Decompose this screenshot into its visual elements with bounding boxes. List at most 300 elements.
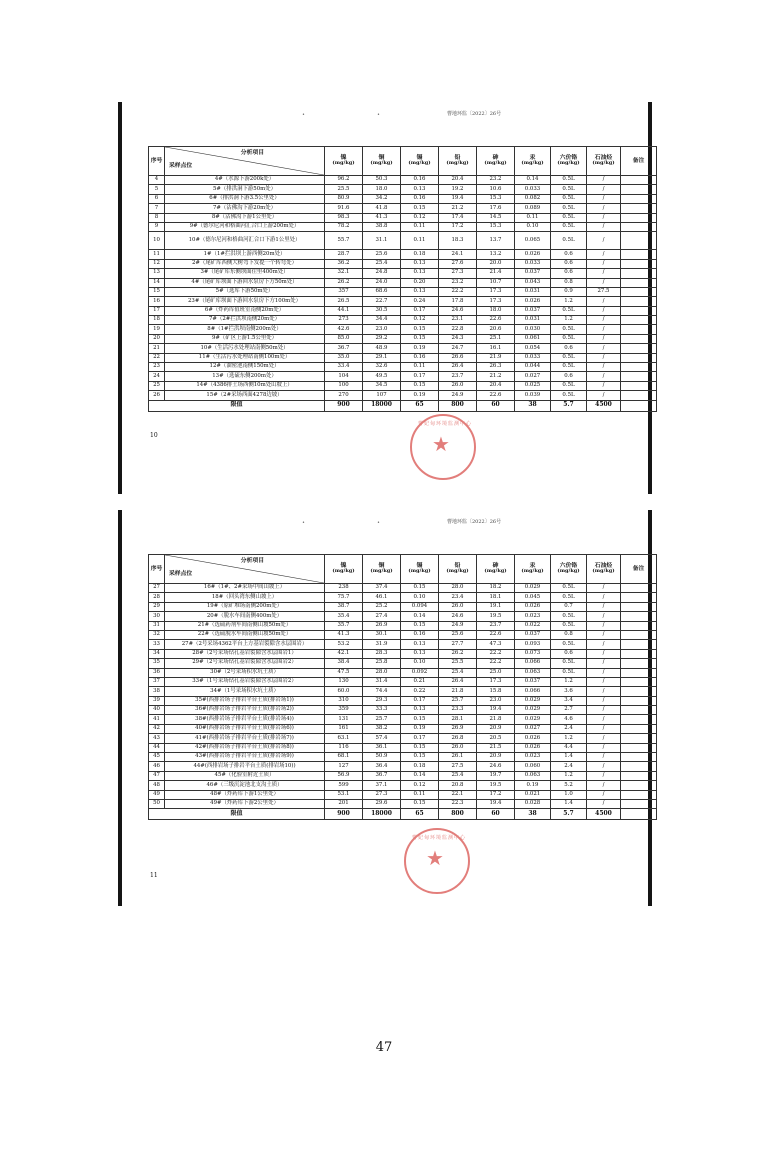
row-value: 50.9 (363, 753, 401, 762)
row-seq: 32 (149, 630, 165, 639)
row-value: 1.2 (551, 297, 587, 306)
row-remark (621, 706, 657, 715)
row-value: 14.5 (477, 213, 515, 222)
row-remark (621, 194, 657, 203)
row-value: 0.031 (515, 316, 551, 325)
row-site: 10#（生活污水处理站南侧50m处） (165, 344, 325, 353)
row-value: 68.6 (363, 287, 401, 296)
row-value: 1.2 (551, 677, 587, 686)
row-value: 0.15 (401, 381, 439, 390)
row-seq: 8 (149, 213, 165, 222)
row-value: 0.16 (401, 194, 439, 203)
row-value: 26.0 (439, 743, 477, 752)
table-row (149, 259, 657, 268)
limit-value: 60 (477, 400, 515, 411)
row-value: 0.037 (515, 306, 551, 315)
row-site: 44#(西排岩场子排岩平台土质(排岩场10)) (165, 762, 325, 771)
table-row (149, 287, 657, 296)
table-1-body (149, 176, 657, 412)
row-value: 32.6 (363, 363, 401, 372)
table-row (149, 781, 657, 790)
row-site: 9#（矿区上游1.5公里处） (165, 334, 325, 343)
row-value: 0.5L (551, 659, 587, 668)
row-value: 18.0 (363, 185, 401, 194)
row-value: 96.2 (325, 176, 363, 185)
row-remark (621, 659, 657, 668)
row-value: 2.4 (551, 724, 587, 733)
page-number: 47 (375, 1040, 393, 1055)
row-value: / (587, 715, 621, 724)
row-value: 30.5 (363, 306, 401, 315)
row-remark (621, 372, 657, 381)
row-value: 23.7 (477, 621, 515, 630)
row-value: / (587, 743, 621, 752)
row-remark (621, 724, 657, 733)
doc-reference: 曹地环监〔2022〕26号 (447, 519, 502, 525)
table-row (149, 790, 657, 799)
row-value: 42.6 (325, 325, 363, 334)
table-row (149, 250, 657, 259)
row-remark (621, 269, 657, 278)
row-value: 0.039 (515, 391, 551, 400)
row-value: 23.2 (439, 278, 477, 287)
row-value: 131 (325, 715, 363, 724)
row-value: / (587, 706, 621, 715)
row-value: 359 (325, 706, 363, 715)
header-as: 砷 (mg/kg) (477, 555, 515, 584)
row-remark (621, 278, 657, 287)
row-value: 19.1 (477, 602, 515, 611)
row-value: 0.033 (515, 353, 551, 362)
header-cu: 铜 (mg/kg) (363, 147, 401, 176)
row-value: 24.7 (439, 344, 477, 353)
row-value: 80.9 (325, 194, 363, 203)
row-seq: 20 (149, 334, 165, 343)
row-value: 22.7 (363, 297, 401, 306)
row-value: 26.2 (325, 278, 363, 287)
row-site: 29#（2号采场钻孔基岩裂隙含水层围岩2） (165, 659, 325, 668)
row-value: 0.20 (401, 278, 439, 287)
row-remark (621, 668, 657, 677)
row-seq: 28 (149, 593, 165, 602)
row-value: / (587, 762, 621, 771)
row-value: 0.029 (515, 706, 551, 715)
row-value: / (587, 696, 621, 705)
row-value: 60.0 (325, 687, 363, 696)
header-seq: 序号 (149, 147, 165, 176)
row-value: 25.5 (439, 659, 477, 668)
row-value: 32.1 (325, 269, 363, 278)
row-value: 78.2 (325, 222, 363, 231)
row-value: 22.2 (477, 649, 515, 658)
row-value: 0.15 (401, 621, 439, 630)
row-value: 35.0 (325, 353, 363, 362)
row-value: 1.4 (551, 753, 587, 762)
row-value: / (587, 668, 621, 677)
row-site: 5#（排洪洞下游50m处） (165, 185, 325, 194)
row-value: 0.13 (401, 640, 439, 649)
row-seq: 21 (149, 344, 165, 353)
star-icon: ★ (432, 432, 450, 456)
row-value: 0.14 (401, 771, 439, 780)
row-value: 0.054 (515, 344, 551, 353)
row-value: 27.5 (439, 762, 477, 771)
row-value: 35.4 (325, 612, 363, 621)
limit-value: 4500 (587, 400, 621, 411)
row-seq: 16 (149, 297, 165, 306)
row-value: 24.1 (439, 250, 477, 259)
row-value: 91.6 (325, 204, 363, 213)
row-value: 0.5L (551, 222, 587, 231)
row-value: 74.4 (363, 687, 401, 696)
limit-value: 60 (477, 809, 515, 820)
row-site: 40#(西排岩场子排岩平台土质(排岩场6)) (165, 724, 325, 733)
row-value: 0.8 (551, 630, 587, 639)
header-remark: 备注 (621, 555, 657, 584)
row-seq: 12 (149, 259, 165, 268)
row-value: 0.6 (551, 259, 587, 268)
row-seq: 34 (149, 649, 165, 658)
page-number-small: 10 (150, 432, 158, 439)
row-value: 1.2 (551, 734, 587, 743)
row-value: 0.13 (401, 287, 439, 296)
table-row (149, 706, 657, 715)
row-value: 2.7 (551, 706, 587, 715)
row-value: 0.061 (515, 334, 551, 343)
table-row (149, 325, 657, 334)
row-site: 45#（化验室附近土质） (165, 771, 325, 780)
row-value: 0.026 (515, 602, 551, 611)
row-value: 16.1 (477, 344, 515, 353)
row-remark (621, 391, 657, 400)
row-value: 15.8 (477, 687, 515, 696)
row-remark (621, 799, 657, 808)
row-seq: 15 (149, 287, 165, 296)
row-value: 10.6 (477, 185, 515, 194)
row-site: 14#（4386排土场西侧10m处山坡上） (165, 381, 325, 390)
row-value: 0.027 (515, 372, 551, 381)
row-remark (621, 176, 657, 185)
row-value: / (587, 372, 621, 381)
row-value: 0.5L (551, 185, 587, 194)
header-pb: 铅 (mg/kg) (439, 147, 477, 176)
row-value: 0.10 (401, 659, 439, 668)
row-site: 46#（三级沉淀池北支沟土质） (165, 781, 325, 790)
header-hg: 汞 (mg/kg) (515, 555, 551, 584)
row-value: 18.1 (477, 593, 515, 602)
page-number-small: 11 (150, 872, 158, 879)
row-value: 0.12 (401, 213, 439, 222)
row-value: 27.7 (439, 640, 477, 649)
row-value: 0.5L (551, 612, 587, 621)
row-value: 1.0 (551, 790, 587, 799)
row-seq: 9 (149, 222, 165, 231)
row-value: 27.3 (363, 790, 401, 799)
row-value: 0.8 (551, 278, 587, 287)
row-value: 0.089 (515, 204, 551, 213)
row-value: 31.9 (363, 640, 401, 649)
row-value: 26.3 (477, 363, 515, 372)
row-value: 0.5L (551, 325, 587, 334)
row-value: 0.030 (515, 325, 551, 334)
row-remark (621, 602, 657, 611)
row-value: 0.15 (401, 334, 439, 343)
row-remark (621, 696, 657, 705)
row-value: 0.5L (551, 176, 587, 185)
row-value: 0.5L (551, 391, 587, 400)
row-value: / (587, 204, 621, 213)
soil-results-table-1 (148, 146, 657, 412)
row-value: 47.3 (477, 640, 515, 649)
row-value: 19.2 (439, 185, 477, 194)
row-site: 42#(西排岩场子排岩平台土质(排岩场8)) (165, 743, 325, 752)
row-value: 26.9 (363, 621, 401, 630)
row-value: 18.2 (477, 584, 515, 593)
row-seq: 39 (149, 696, 165, 705)
row-value: 0.033 (515, 185, 551, 194)
row-value: 0.5L (551, 584, 587, 593)
row-value: 68.1 (325, 753, 363, 762)
table-row (149, 753, 657, 762)
row-value: 0.16 (401, 353, 439, 362)
row-value: 0.065 (515, 232, 551, 250)
row-value: 41.3 (363, 213, 401, 222)
row-remark (621, 612, 657, 621)
row-value: 0.15 (401, 715, 439, 724)
row-seq: 11 (149, 250, 165, 259)
row-value: 25.7 (363, 715, 401, 724)
row-site: 8#（1#拦洪坝南侧200m处） (165, 325, 325, 334)
row-value: 49.5 (363, 372, 401, 381)
row-site: 49#（炸药库下游2公里处） (165, 799, 325, 808)
row-value: 0.022 (515, 621, 551, 630)
row-value: 38.8 (363, 222, 401, 231)
row-site: 34#（1号采场积水坑土质） (165, 687, 325, 696)
row-value: 22.2 (439, 287, 477, 296)
table-row (149, 724, 657, 733)
star-icon: ★ (426, 846, 444, 870)
row-value: 0.021 (515, 790, 551, 799)
row-value: 75.7 (325, 593, 363, 602)
row-seq: 48 (149, 781, 165, 790)
row-value: 25.0 (477, 668, 515, 677)
row-value: / (587, 781, 621, 790)
row-value: 53.1 (325, 790, 363, 799)
row-site: 6#（排洪洞下游3.5公里处） (165, 194, 325, 203)
row-seq: 35 (149, 659, 165, 668)
row-value: 19.7 (477, 771, 515, 780)
row-site: 19#（原矿堆场南侧200m处） (165, 602, 325, 611)
row-value: 0.5L (551, 306, 587, 315)
row-site: 38#(西排岩场子排岩平台土质(排岩场4)) (165, 715, 325, 724)
row-value: / (587, 176, 621, 185)
row-value: / (587, 185, 621, 194)
row-site: 48#（炸药库下游1公里处） (165, 790, 325, 799)
row-value: 22.6 (477, 630, 515, 639)
row-remark (621, 297, 657, 306)
row-value: 0.13 (401, 185, 439, 194)
row-remark (621, 593, 657, 602)
row-value: 310 (325, 696, 363, 705)
row-value: / (587, 687, 621, 696)
row-remark (621, 325, 657, 334)
row-value: 25.2 (363, 602, 401, 611)
row-site: 41#(西排岩场子排岩平台土质(排岩场7)) (165, 734, 325, 743)
row-value: / (587, 799, 621, 808)
row-value: 17.6 (477, 204, 515, 213)
row-value: 0.093 (515, 640, 551, 649)
table-row (149, 381, 657, 390)
row-seq: 6 (149, 194, 165, 203)
row-value: / (587, 250, 621, 259)
row-remark (621, 743, 657, 752)
row-value: 27.5 (587, 287, 621, 296)
row-seq: 7 (149, 204, 165, 213)
limit-value: 5.7 (551, 400, 587, 411)
row-value: / (587, 222, 621, 231)
row-seq: 13 (149, 269, 165, 278)
row-site: 15#（2#采场西面4278边坡） (165, 391, 325, 400)
row-value: 0.026 (515, 734, 551, 743)
row-value: 17.3 (477, 287, 515, 296)
row-value: 41.3 (325, 630, 363, 639)
row-remark (621, 334, 657, 343)
row-value: 24.6 (439, 612, 477, 621)
row-value: 23.4 (439, 593, 477, 602)
table-row (149, 584, 657, 593)
row-value: 270 (325, 391, 363, 400)
row-value: 31.1 (363, 232, 401, 250)
row-value: 104 (325, 372, 363, 381)
row-value: 0.11 (515, 213, 551, 222)
header-ni: 镍 (mg/kg) (325, 147, 363, 176)
row-value: / (587, 278, 621, 287)
row-value: 0.060 (515, 762, 551, 771)
row-value: 22.3 (439, 799, 477, 808)
row-value: 50.3 (363, 176, 401, 185)
table-row (149, 297, 657, 306)
row-value: / (587, 602, 621, 611)
row-remark (621, 715, 657, 724)
row-value: 17.8 (439, 297, 477, 306)
row-value: / (587, 259, 621, 268)
table-row (149, 344, 657, 353)
row-value: 0.17 (401, 306, 439, 315)
row-value: 0.023 (515, 612, 551, 621)
row-value: 36.7 (363, 771, 401, 780)
row-remark (621, 790, 657, 799)
row-value: 127 (325, 762, 363, 771)
limit-value: 18000 (363, 809, 401, 820)
row-value: 0.16 (401, 630, 439, 639)
row-value: 0.15 (401, 743, 439, 752)
limit-value: 18000 (363, 400, 401, 411)
row-remark (621, 316, 657, 325)
row-value: 0.15 (401, 584, 439, 593)
row-value: 0.092 (401, 668, 439, 677)
limit-value: 4500 (587, 809, 621, 820)
row-value: 0.066 (515, 687, 551, 696)
row-value: 63.1 (325, 734, 363, 743)
row-site: 28#（2号采场钻孔基岩裂隙含水层围岩1） (165, 649, 325, 658)
row-value: 24.0 (363, 278, 401, 287)
table-row (149, 372, 657, 381)
row-value: 23.1 (439, 316, 477, 325)
row-value: 21.8 (439, 687, 477, 696)
row-seq: 36 (149, 668, 165, 677)
row-remark (621, 353, 657, 362)
row-value: 0.066 (515, 659, 551, 668)
row-value: 0.5L (551, 381, 587, 390)
row-value: 0.027 (515, 724, 551, 733)
scan-page-10: • • 曹地环监〔2022〕26号 序号 分析项目 采样点位 镍 (mg/kg) 铜 (mg/kg) 镉 (mg/kg) 铅 (mg/kg) 砷 (mg/kg) 汞 (mg/kg) 六价铬 (mg/kg) 石油烃 (mg/kg) 备注 4 4#（水源下游200k处） 96.2 50.3 0.16 20.4 23.2 0.14 0.5L / 5 5#（排洪洞下游50m处） 25.5 18.0 0.13 19.2 10.6 0.033 0.5L / 6 6#（排洪洞下游3.5公里处） 80.9 34.2 0.16 19.4 15.3 0.082 0.5L / 7 7#（沾佛沟下游20m处） 91.6 41.8 0.15 21.2 17.6 0.089 0.5L / 8 8#（沾佛沟下游1公里处） 98.3 41.3 0.12 17.4 14.5 0.11 0.5L / 9 9#（德尔尼河和格曲河汇合口上游200m处） 78.2 38.8 0.11 17.2 15.3 0.10 0.5L / 10 10#（德尔尼河和格曲河汇合口下游1公里处） 55.7 31.1 0.11 18.3 13.7 0.065 0.5L / 11 1#（1#拦洪坝上游西侧20m处） 28.7 25.6 0.18 24.1 13.2 0.026 0.6 / 12 2#（尾矿库西侧大树弯下发提一个转弯处） 36.2 25.4 0.13 27.6 20.0 0.033 0.6 / 13 3#（尾矿库东侧坝面往里400m处） 32.1 24.8 0.13 27.3 21.4 0.037 0.6 / 14 4#（尾矿库坝面下游回水泵房下方50m处） 26.2 24.0 0.20 23.2 10.7 0.043 0.8 / 15 5#（选库下游50m处） 357 68.6 0.13 22.2 17.3 0.031 0.9 27.5 16 23#（尾矿库坝面下游回水泵房下方100m处） 26.5 22.7 0.24 17.8 17.3 0.026 1.2 / 17 6#（炸药库值班室南侧20m处） 44.1 30.5 0.17 24.6 18.0 0.037 0.5L / 18 7#（2#拦洪坝南侧20m处） 273 34.4 0.12 23.1 22.6 0.031 1.2 / 19 8#（1#拦洪坝南侧200m处） 42.6 23.0 0.15 22.8 20.6 0.030 0.5L / 20 9#（矿区上游1.5公里处） 85.0 29.2 0.15 24.3 25.1 0.061 0.5L / 21 10#（生活污水处理站南侧50m处） 36.7 48.9 0.19 24.7 16.1 0.054 0.6 / 22 11#（生活污水处理站南侧100m处） 35.0 29.1 0.16 26.6 21.9 0.033 0.5L / 23 12#（溜密池南侧150m处） 33.4 32.6 0.11 26.4 26.3 0.044 0.5L / 24 13#（选硫东侧200m处） 104 49.5 0.17 23.7 21.2 0.027 0.6 / 25 14#（4386排土场西侧10m处山坡上） 100 34.5 0.15 26.0 20.4 0.025 0.5L / 26 15#（2#采场西面4278边坡） 270 107 0.19 24.9 22.6 0.039 0.5L / 限值 900 18000 65 800 60 38 5.7 4500 10 曹妃甸环境监测中心 ★ (118, 102, 652, 494)
row-site: 11#（生活污水处理站南侧100m处） (165, 353, 325, 362)
row-remark (621, 771, 657, 780)
row-value: 0.5L (551, 194, 587, 203)
row-site: 20#（脱水车间南侧400m处） (165, 612, 325, 621)
row-seq: 10 (149, 232, 165, 250)
row-value: 57.4 (363, 734, 401, 743)
row-value: 20.6 (477, 325, 515, 334)
row-value: 24.8 (363, 269, 401, 278)
row-value: 0.5L (551, 640, 587, 649)
row-value: 0.24 (401, 297, 439, 306)
row-value: 29.2 (363, 334, 401, 343)
row-value: / (587, 630, 621, 639)
row-value: 26.1 (439, 753, 477, 762)
row-value: / (587, 677, 621, 686)
row-seq: 45 (149, 753, 165, 762)
row-value: 46.1 (363, 593, 401, 602)
row-value: 25.6 (363, 250, 401, 259)
table-row (149, 222, 657, 231)
row-value: 28.0 (439, 584, 477, 593)
row-value: 26.9 (439, 724, 477, 733)
row-seq: 38 (149, 687, 165, 696)
row-remark (621, 640, 657, 649)
row-value: 44.1 (325, 306, 363, 315)
row-value: 0.13 (401, 269, 439, 278)
row-value: 0.026 (515, 297, 551, 306)
row-value: 4.4 (551, 743, 587, 752)
row-value: 0.15 (401, 325, 439, 334)
row-seq: 47 (149, 771, 165, 780)
row-value: 0.14 (515, 176, 551, 185)
row-value: 13.2 (477, 250, 515, 259)
row-site: 35#(西排岩场子排岩平台土质(排岩场1)) (165, 696, 325, 705)
row-remark (621, 781, 657, 790)
row-value: 19.4 (477, 706, 515, 715)
row-site: 23#（尾矿库坝面下游回水泵房下方100m处） (165, 297, 325, 306)
row-value: 20.4 (439, 176, 477, 185)
row-value: 20.9 (477, 724, 515, 733)
row-value: 26.2 (439, 649, 477, 658)
header-hg: 汞 (mg/kg) (515, 147, 551, 176)
row-value: / (587, 753, 621, 762)
row-value: 0.094 (401, 602, 439, 611)
table-row (149, 659, 657, 668)
table-row (149, 602, 657, 611)
row-value: 26.5 (325, 297, 363, 306)
row-value: 0.026 (515, 743, 551, 752)
table-row (149, 278, 657, 287)
row-value: 25.5 (325, 185, 363, 194)
row-value: 0.5L (551, 232, 587, 250)
row-value: 0.037 (515, 677, 551, 686)
row-value: 0.6 (551, 250, 587, 259)
row-value: 25.1 (477, 334, 515, 343)
row-value: 37.1 (363, 781, 401, 790)
